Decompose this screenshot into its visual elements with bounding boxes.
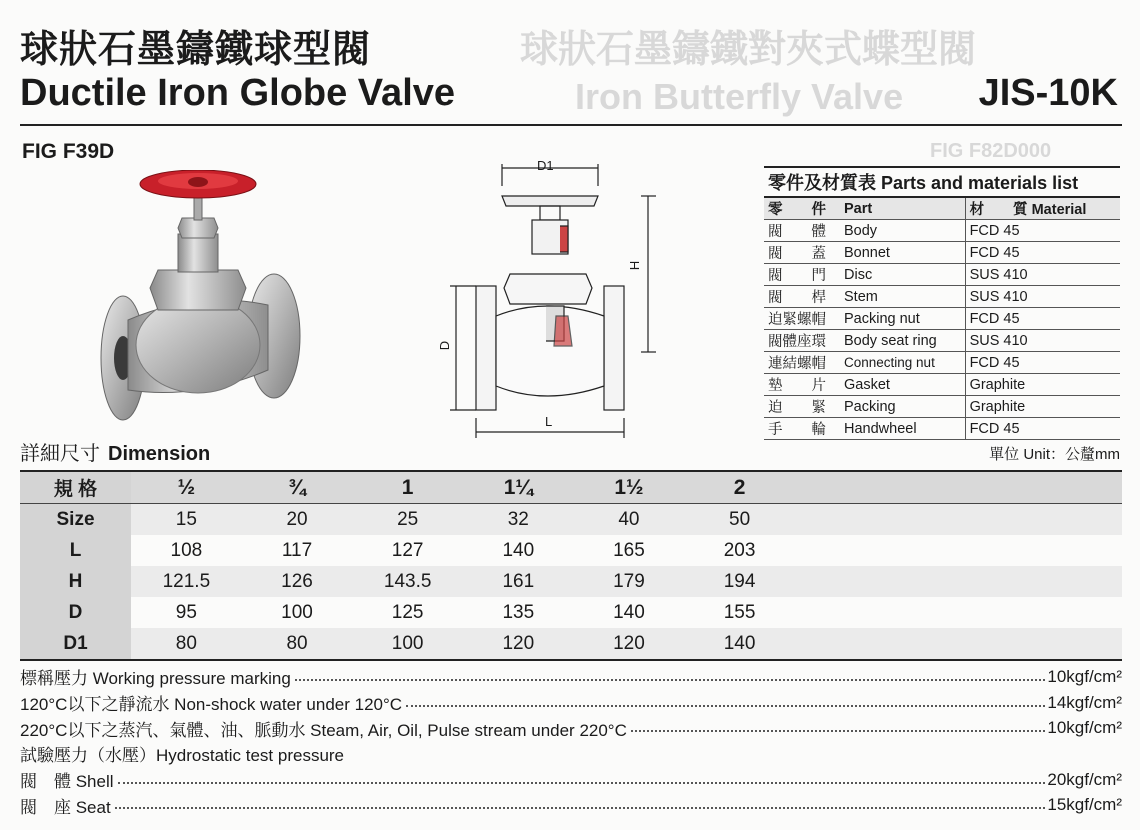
cell: 125 — [391, 601, 424, 623]
note-value: 10kgf/cm² — [1047, 666, 1122, 686]
blank-cell — [795, 566, 1122, 597]
table-row — [764, 286, 1120, 308]
size-nominal: 2 — [684, 471, 795, 504]
cell: 121.5 — [131, 566, 242, 597]
table-row — [20, 471, 1122, 504]
cell: 100 — [352, 628, 463, 660]
table-row — [764, 352, 1120, 374]
ghost-title-en: Iron Butterfly Valve — [575, 76, 904, 117]
pressure-notes — [20, 664, 1122, 818]
cell: 165 — [613, 539, 645, 561]
table-row — [764, 264, 1120, 286]
table-row — [764, 242, 1120, 264]
part-material: FCD 45 — [965, 308, 1120, 330]
part-en: Packing nut — [840, 308, 965, 330]
drawing-label-l: L — [545, 414, 553, 429]
pressure-note — [20, 664, 1122, 690]
part-zh: 手 輪 — [764, 418, 840, 440]
figure-code: FIG F39D — [22, 140, 115, 163]
size-nominal: ½ — [131, 471, 242, 504]
pressure-note — [20, 792, 1122, 818]
part-en: Handwheel — [840, 418, 965, 440]
part-material: SUS 410 — [965, 330, 1120, 352]
part-zh: 閥 體 — [764, 220, 840, 242]
part-en: Packing — [840, 396, 965, 418]
table-row — [20, 628, 1122, 660]
cell: 203 — [723, 539, 756, 561]
part-material: SUS 410 — [965, 264, 1120, 286]
cell: 80 — [131, 628, 242, 660]
part-en: Stem — [840, 286, 965, 308]
part-en-header: Part — [840, 197, 965, 220]
size-nominal: 1 — [352, 471, 463, 504]
title-rule — [20, 124, 1122, 126]
leader-dots — [406, 705, 1045, 707]
standard-label: JIS-10K — [978, 72, 1118, 114]
note-label: 220°C以下之蒸汽、氣體、油、脈動水 Steam, Air, Oil, Pulse stream under 220°C — [20, 716, 629, 741]
part-material: Graphite — [965, 374, 1120, 396]
part-material: FCD 45 — [965, 220, 1120, 242]
table-row — [764, 396, 1120, 418]
cell: 179 — [574, 566, 685, 597]
leader-dots — [115, 807, 1046, 809]
pressure-note — [20, 767, 1122, 793]
leader-dots — [118, 782, 1046, 784]
pressure-note-heading — [20, 741, 1122, 767]
note-label: 120°C以下之靜流水 Non-shock water under 120°C — [20, 690, 404, 715]
part-en: Body — [840, 220, 965, 242]
drawing-label-h: H — [627, 260, 643, 271]
size-nominal: ¾ — [242, 471, 353, 504]
part-material: FCD 45 — [965, 242, 1120, 264]
blank-cell — [795, 597, 1122, 628]
part-material: FCD 45 — [965, 352, 1120, 374]
drawing-label-d: D — [437, 340, 453, 351]
cell: 100 — [281, 601, 313, 623]
part-material: Graphite — [965, 396, 1120, 418]
part-material: FCD 45 — [965, 418, 1120, 440]
table-row — [764, 308, 1120, 330]
note-label: 試驗壓力（水壓）Hydrostatic test pressure — [20, 741, 346, 766]
cell: 120 — [463, 628, 574, 660]
part-zh: 閥 蓋 — [764, 242, 840, 264]
blank-cell — [795, 504, 1122, 536]
blank-cell — [795, 535, 1122, 566]
dimension-title-en: Dimension — [108, 443, 211, 465]
pressure-note — [20, 690, 1122, 716]
blank-cell — [795, 628, 1122, 660]
part-zh: 墊 片 — [764, 374, 840, 396]
note-value: 14kgf/cm² — [1047, 692, 1122, 712]
size-nominal: 1½ — [574, 471, 685, 504]
page-title-zh: 球狀石墨鑄鐵球型閥 — [20, 29, 372, 71]
part-zh: 迫緊螺帽 — [764, 308, 840, 330]
note-value: 15kgf/cm² — [1047, 795, 1122, 815]
cell: 15 — [131, 504, 242, 536]
part-zh: 閥 桿 — [764, 286, 840, 308]
table-row — [20, 535, 1122, 566]
cell: 108 — [170, 539, 203, 561]
page-title-en: Ductile Iron Globe Valve — [20, 72, 456, 114]
table-row — [20, 597, 1122, 628]
note-value: 10kgf/cm² — [1047, 718, 1122, 738]
dimension-title-zh: 詳細尺寸 — [20, 443, 100, 465]
cell: 161 — [463, 566, 574, 597]
cell: 117 — [281, 539, 313, 561]
leader-dots — [295, 679, 1046, 681]
table-row — [764, 418, 1120, 440]
leader-dots — [631, 730, 1045, 732]
note-label: 閥 座 Seat — [20, 793, 113, 818]
parts-table-header — [764, 197, 1120, 220]
unit-label: 單位 Unit：公釐mm — [989, 446, 1120, 463]
cell: 50 — [684, 504, 795, 536]
cell: 194 — [684, 566, 795, 597]
size-nominal: 1¼ — [463, 471, 574, 504]
material-zh-header: 材 質 — [969, 202, 1028, 218]
cell: 135 — [502, 601, 535, 623]
cell: 126 — [242, 566, 353, 597]
dimension-table — [20, 470, 1122, 661]
cell: 155 — [723, 601, 756, 623]
cell: 20 — [242, 504, 353, 536]
part-zh: 閥 門 — [764, 264, 840, 286]
row-label: H — [20, 566, 131, 597]
parts-materials-table — [764, 166, 1120, 440]
cell: 127 — [391, 539, 424, 561]
part-material: SUS 410 — [965, 286, 1120, 308]
dimension-title — [20, 437, 210, 466]
valve-cross-section-drawing — [436, 156, 686, 440]
table-row — [764, 374, 1120, 396]
valve-photo — [98, 170, 308, 430]
table-row — [764, 330, 1120, 352]
cell: 95 — [175, 601, 197, 623]
part-en: Body seat ring — [840, 330, 965, 352]
table-row — [20, 566, 1122, 597]
ghost-title-zh: 球狀石墨鑄鐵對夾式蝶型閥 — [520, 29, 977, 71]
part-en: Connecting nut — [840, 352, 965, 374]
material-en-header: Material — [1031, 202, 1087, 218]
cell: 25 — [352, 504, 463, 536]
cell: 140 — [613, 601, 645, 623]
part-en: Disc — [840, 264, 965, 286]
row-label: Size — [20, 504, 131, 536]
size-header: 規 格 — [20, 471, 131, 504]
note-label: 閥 體 Shell — [20, 767, 116, 792]
pressure-note — [20, 715, 1122, 741]
row-label: D1 — [20, 628, 131, 660]
blank-cell — [795, 471, 1122, 504]
cell: 80 — [242, 628, 353, 660]
ghost-fig: FIG F82D000 — [930, 140, 1052, 162]
note-label: 標稱壓力 Working pressure marking — [20, 664, 293, 689]
row-label: L — [20, 535, 131, 566]
part-zh: 迫 緊 — [764, 396, 840, 418]
part-zh-header: 零 件 — [764, 197, 840, 220]
cell: 140 — [684, 628, 795, 660]
cell: 32 — [463, 504, 574, 536]
note-value: 20kgf/cm² — [1047, 769, 1122, 789]
cell: 140 — [502, 539, 535, 561]
table-row — [764, 220, 1120, 242]
drawing-label-d1: D1 — [537, 158, 554, 173]
row-label: D — [20, 597, 131, 628]
part-zh: 閥體座環 — [764, 330, 840, 352]
table-row — [20, 504, 1122, 536]
part-zh: 連結螺帽 — [764, 352, 840, 374]
cell: 143.5 — [352, 566, 463, 597]
part-en: Bonnet — [840, 242, 965, 264]
material-header — [965, 197, 1120, 220]
parts-table-caption: 零件及材質表 Parts and materials list — [764, 167, 1120, 197]
part-en: Gasket — [840, 374, 965, 396]
cell: 40 — [574, 504, 685, 536]
cell: 120 — [574, 628, 685, 660]
